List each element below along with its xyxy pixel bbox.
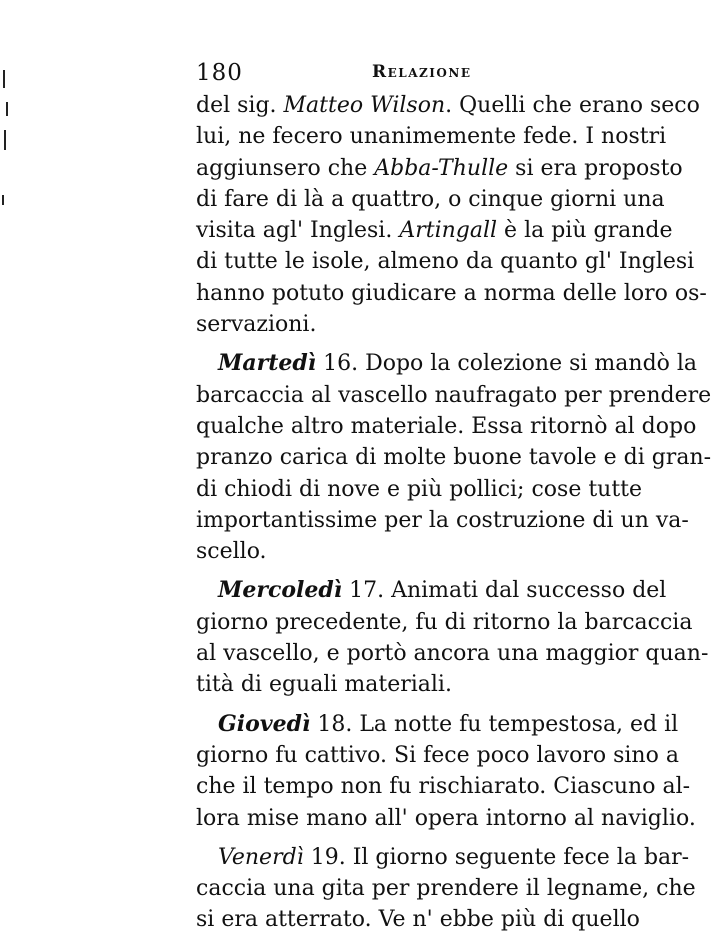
text-line <box>196 505 689 536</box>
paragraph <box>196 709 696 834</box>
text-line <box>196 771 691 802</box>
text-line <box>196 411 697 442</box>
paragraph <box>196 842 696 936</box>
margin-mark <box>6 102 8 116</box>
text-segment: del sig. <box>196 93 284 118</box>
text-segment: . Quelli che erano seco <box>445 93 700 118</box>
text-line <box>196 474 643 505</box>
text-body <box>196 90 711 944</box>
text-line <box>196 215 673 246</box>
text-segment: hanno potuto giudicare a norma delle loro os- <box>196 280 707 306</box>
text-line <box>196 740 679 771</box>
text-line <box>196 575 667 606</box>
text-segment: importantissime per la costruzione di un va- <box>196 507 689 533</box>
text-line <box>196 348 698 379</box>
text-line <box>196 873 696 904</box>
text-line <box>196 904 640 935</box>
text-segment: al vascello, e portò ancora una maggior quan- <box>196 641 709 667</box>
text-segment: 18. La notte fu tempestosa, ed il <box>310 711 679 737</box>
text-segment: visita agl' Inglesi. <box>196 218 400 244</box>
text-segment: di fare di là a quattro, o cinque giorni una <box>196 186 665 212</box>
margin-mark <box>2 195 4 205</box>
paragraph <box>196 90 707 340</box>
text-segment: qualche altro materiale. Essa ritornò al dopo <box>196 413 697 439</box>
text-line <box>196 380 711 411</box>
text-line <box>196 246 695 277</box>
text-segment: si era atterrato. Ve n' ebbe più di quello <box>196 907 640 933</box>
text-segment: 19. Il giorno seguente fece la bar- <box>303 844 690 870</box>
paragraph <box>196 348 711 567</box>
text-segment: aggiunsero che <box>196 155 375 181</box>
text-segment: di tutte le isole, almeno da quanto gl' Inglesi <box>196 249 695 275</box>
running-title: Relazione <box>372 62 472 82</box>
text-line <box>196 153 683 184</box>
text-line <box>196 607 693 638</box>
text-segment: giorno precedente, fu di ritorno la barcaccia <box>196 609 693 635</box>
text-segment: caccia una gita per prendere il legname, che <box>196 876 696 902</box>
text-line <box>196 638 709 669</box>
text-line <box>196 278 707 309</box>
text-line <box>196 709 679 740</box>
paragraph <box>196 575 709 700</box>
text-segment: lui, ne fecero unanimemente fede. I nostri <box>196 124 667 150</box>
text-segment: pranzo carica di molte buone tavole e di gran- <box>196 445 711 471</box>
emphasized-text: Martedì <box>218 350 317 377</box>
text-segment: barcaccia al vascello naufragato per prendere <box>196 382 711 408</box>
text-line <box>196 184 665 215</box>
emphasized-text: Mercoledì <box>218 577 343 604</box>
text-line <box>196 90 700 121</box>
emphasized-text: Abba-Thulle <box>374 155 509 181</box>
page-number: 180 <box>196 60 243 86</box>
text-segment: lora mise mano all' opera intorno al naviglio. <box>196 805 696 831</box>
text-line <box>196 442 711 473</box>
text-segment: giorno fu cattivo. Si fece poco lavoro sino a <box>196 742 679 768</box>
text-line <box>196 842 690 873</box>
emphasized-text: Giovedì <box>218 710 311 737</box>
text-segment: scello. <box>196 539 267 565</box>
text-segment: 17. Animati dal successo del <box>342 578 667 604</box>
text-line <box>196 669 640 700</box>
emphasized-text: Artingall <box>399 218 498 244</box>
text-segment: che il tempo non fu rischiarato. Ciascuno al- <box>196 774 691 800</box>
text-segment: è la più grande <box>497 218 673 244</box>
text-segment: tità di eguali materiali. <box>196 672 452 698</box>
margin-mark <box>4 130 6 150</box>
page-header <box>196 60 640 90</box>
text-segment: si era proposto <box>508 155 683 181</box>
text-line <box>196 803 696 834</box>
text-segment: di chiodi di nove e più pollici; cose tutte <box>196 476 643 502</box>
text-segment: 16. Dopo la colezione si mandò la <box>316 351 698 377</box>
text-line <box>196 536 640 567</box>
emphasized-text: Venerdì <box>218 844 304 870</box>
margin-mark <box>3 70 5 88</box>
text-line <box>196 121 667 152</box>
text-line <box>196 309 640 340</box>
emphasized-text: Matteo Wilson <box>283 93 446 118</box>
text-segment: servazioni. <box>196 312 317 338</box>
